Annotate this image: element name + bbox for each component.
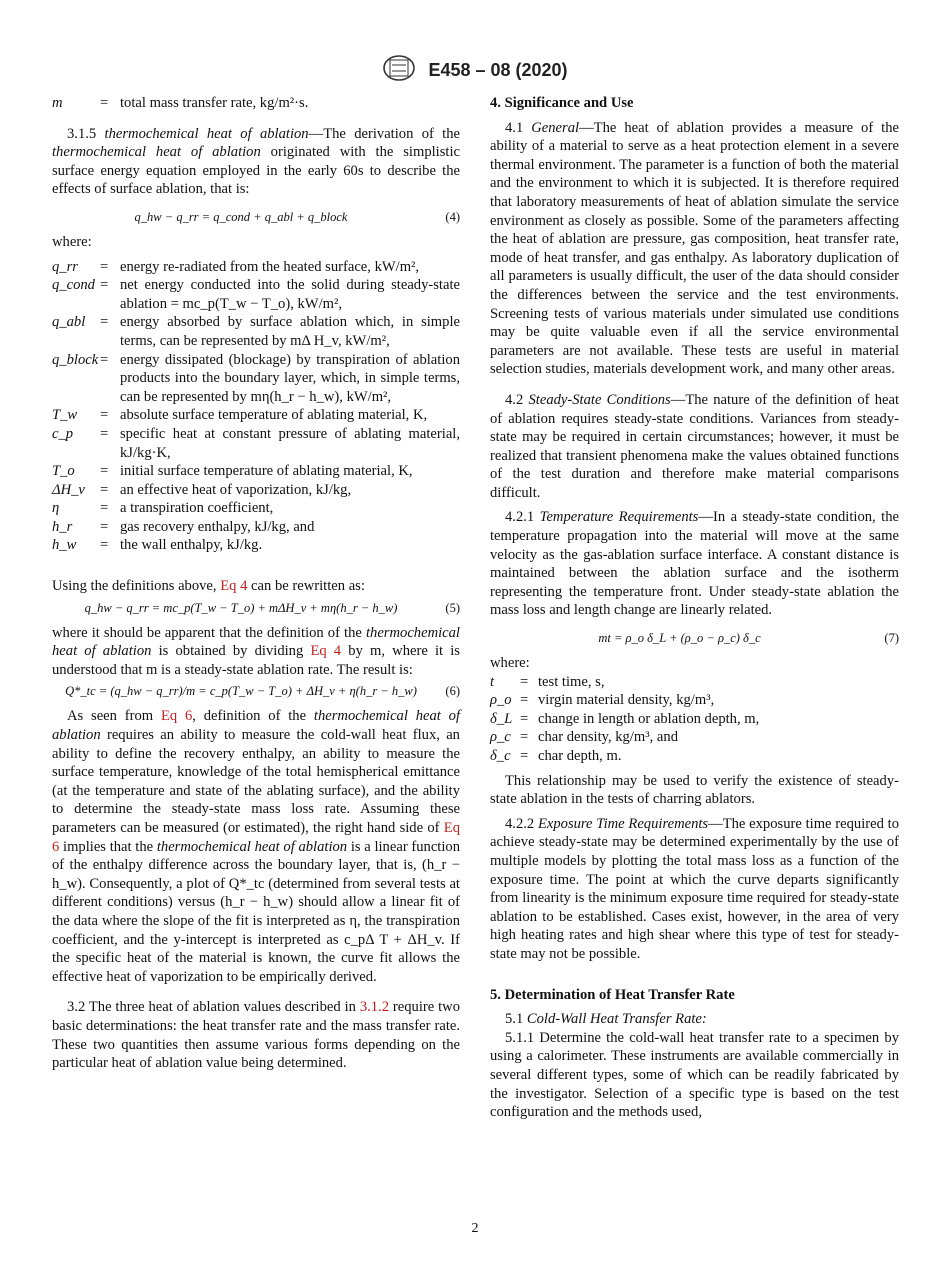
para-5-1 (490, 1010, 899, 1029)
text: is a linear function of the enthalpy difference across the boundary layer, that is, (h_r − h_w). Consequently, a plot of Q*_tc (determined from several tests at different conditions) versus (h_r − h_w) should allow a linear fit of the data where the slope of the fit is interpreted as η, the transpiration coefficient, and the y-intercept is interpreted as c_pΔ T + ΔH_v. If the specific heat of the material is known, the curve fit allows the effective heat of vaporization to be empirically derived. (52, 838, 461, 985)
term-thermochemical: thermochemical heat of ablation (104, 125, 309, 142)
equation-expression: mt = ρ_o δ_L + (ρ_o − ρ_c) δ_c (598, 631, 761, 646)
definition-equals: = (520, 748, 529, 764)
section-3-1-2-link[interactable]: 3.1.2 (359, 999, 389, 1016)
definition-text: net energy conducted into the solid during steady-state ablation = mc_p(T_w − T_o), kW/m², (120, 277, 460, 312)
equation-expression: Q*_tc = (q_hw − q_rr)/m = c_p(T_w − T_o) + ΔH_v + η(h_r − h_w) (65, 684, 417, 699)
definition-text: char density, kg/m³, and (538, 729, 679, 746)
para-number: 4.2.1 (505, 509, 535, 526)
para-title: Exposure Time Requirements (537, 815, 709, 832)
definition-text: virgin material density, kg/m³, (538, 692, 715, 709)
para-4-1 (490, 119, 899, 379)
definition-text: energy re-radiated from the heated surface, kW/m², (120, 258, 420, 275)
definition-equals: = (100, 258, 109, 275)
para-number: 4.2 (505, 391, 524, 408)
equation-expression: q_hw − q_rr = q_cond + q_abl + q_block (134, 209, 348, 224)
definition-text: change in length or ablation depth, m, (538, 710, 760, 727)
eq6-link[interactable]: Eq 6 (160, 708, 193, 725)
para-3-2 (52, 998, 460, 1072)
text: by m, where it is understood that m is a steady-state ablation rate. The result is: (52, 643, 460, 678)
astm-logo-icon (382, 54, 416, 87)
text: requires an ability to measure the cold-wall heat flux, an ability to define the recovery enthalpy, an ability to measure the surface temperature, knowledge of the total hemispherical emittance (at the temperature and state of the ablating surface), and the ability to determine the steady-state mass loss rate. Assuming these parameters can be measured (or estimated), the right hand side of (52, 727, 460, 836)
as-seen-para (52, 707, 460, 986)
term-thermochemical: thermochemical heat of ablation (52, 624, 460, 660)
text: require two basic determinations: the heat transfer rate and the mass transfer rate. These two quantities then assume various forms depending on the particular heat of ablation value being determined. (52, 999, 460, 1072)
definition-symbol: t (490, 673, 495, 690)
definition-symbol: ρ_c (490, 729, 511, 746)
equation-5 (52, 596, 460, 618)
right-column (490, 94, 899, 1122)
symbol-definitions (52, 258, 460, 556)
equation-number: (4) (445, 209, 460, 224)
para-3-1-5 (52, 125, 460, 199)
m-equals: = (100, 95, 109, 111)
text: 3.2 The three heat of ablation values described in (67, 999, 356, 1016)
definition-symbol: q_rr (52, 258, 78, 275)
definition-symbol: δ_c (490, 748, 511, 764)
definition-equals: = (520, 692, 529, 709)
equation-number: (7) (884, 631, 899, 646)
para-text: originated with the simplistic surface energy equation employed in the early 60s to describe the effects of surface ablation, that is: (52, 144, 460, 198)
text: —In a steady-state condition, the temperature propagation into the material will move at the same velocity as the gas-ablation surface interface. A constant distance is maintained between the ablation surface and the isotherm representing the temperature front. Under steady-state ablation the mass loss and length change are linearly related. (490, 509, 899, 619)
definition-symbol: ΔH_v (52, 481, 85, 498)
para-4-2 (490, 391, 899, 503)
para-number: 4.2.2 (505, 815, 535, 832)
section-4-heading: 4. Significance and Use (490, 95, 634, 111)
definition-equals: = (100, 463, 109, 480)
eq4-link[interactable]: Eq 4 (220, 578, 248, 595)
definition-equals: = (100, 314, 109, 331)
definition-symbol: T_o (52, 463, 75, 480)
term-thermochemical: thermochemical heat of ablation (156, 838, 348, 855)
para-4-2-1 (490, 508, 899, 620)
m-definition (52, 94, 460, 113)
definition-symbol: q_block (52, 351, 99, 368)
definition-equals: = (100, 500, 109, 517)
symbol-definitions-right (490, 673, 899, 766)
text: can be rewritten as: (251, 578, 365, 595)
definition-equals: = (100, 518, 109, 535)
equation-4 (52, 205, 460, 227)
definition-text: energy absorbed by surface ablation which, in simple terms, can be represented by mΔ H_v, kW/m², (120, 314, 460, 349)
definition-equals: = (100, 351, 109, 368)
para-number: 4.1 (505, 119, 524, 136)
definition-symbol: η (52, 500, 60, 517)
para-title: Temperature Requirements (539, 509, 699, 526)
page-header (0, 54, 950, 87)
equation-7 (490, 626, 899, 648)
where-apparent-para (52, 624, 460, 680)
definition-symbol: δ_L (490, 710, 513, 727)
relationship-para: This relationship may be used to verify the existence of steady-state ablation in the tests of charring ablators. (490, 772, 899, 808)
equation-number: (5) (445, 600, 460, 615)
term-thermochemical: thermochemical heat of ablation (52, 708, 460, 744)
m-symbol: m (52, 95, 63, 111)
text: —The nature of the definition of heat of ablation requires steady-state conditions. Variances from steady-state may be required in certain circumstances; however, it must be realized that transient phenomena make the values obtained functions of the test duration and therefore make material comparisons difficult. (490, 391, 900, 501)
section-5-heading: 5. Determination of Heat Transfer Rate (490, 986, 735, 1003)
definition-equals: = (100, 425, 109, 442)
definition-symbol: q_abl (52, 314, 86, 331)
text: —The heat of ablation provides a measure of the ability of a material to serve as a heat protection element in a severe thermal environment. The parameter is a function of both the material and the environment to which it is subjected. It is therefore required that laboratory measurements of heat of ablation simulate the service environment as closely as possible. Some of the parameters affecting the heat of ablation are pressure, gas composition, heat transfer rate, mode of heat transfer, and gas enthalpy. As laboratory duplication of all parameters is usually difficult, the user of the data should consider the differences between the service and the test environments. Screening tests of various materials under simulated use conditions may be quite valuable even if all the service environmental parameters are not available. These tests are useful in material selection studies, materials development work, and many other areas. (490, 119, 899, 378)
text: is obtained by dividing (158, 643, 304, 660)
definition-symbol: c_p (52, 425, 74, 442)
text: implies that the (63, 838, 154, 855)
eq6-link-2[interactable]: Eq 6 (52, 820, 461, 855)
para-text: —The derivation of the (308, 125, 460, 142)
definition-text: an effective heat of vaporization, kJ/kg, (120, 481, 352, 498)
definition-equals: = (520, 673, 529, 690)
text: As seen from (67, 708, 154, 725)
definition-text: absolute surface temperature of ablating material, K, (120, 407, 428, 424)
definition-equals: = (100, 407, 109, 424)
m-definition-text: total mass transfer rate, kg/m²·s. (120, 95, 309, 111)
definition-equals: = (100, 537, 109, 554)
definition-text: initial surface temperature of ablating material, K, (120, 463, 413, 480)
equation-expression: q_hw − q_rr = mc_p(T_w − T_o) + mΔH_v + mη(h_r − h_w) (84, 600, 398, 615)
para-title: Steady-State Conditions (528, 391, 671, 408)
definition-text: test time, s, (538, 673, 605, 690)
equation-6 (52, 679, 460, 701)
standard-designation: E458 – 08 (2020) (428, 60, 568, 80)
definition-symbol: T_w (52, 407, 78, 424)
text: Using the definitions above, (52, 578, 217, 595)
definition-equals: = (100, 481, 109, 498)
definition-symbol: h_r (52, 518, 73, 535)
para-4-2-2 (490, 815, 899, 964)
para-number: 5.1 (505, 1011, 524, 1028)
text: , definition of the (192, 708, 307, 725)
definition-text: the wall enthalpy, kJ/kg. (120, 537, 263, 554)
definition-text: a transpiration coefficient, (120, 500, 274, 517)
where-label: where: (52, 233, 92, 250)
left-column (52, 94, 460, 1073)
para-title: Cold-Wall Heat Transfer Rate: (526, 1011, 707, 1028)
para-title: General (531, 119, 580, 136)
definition-equals: = (520, 710, 529, 727)
para-number: 3.1.5 (67, 125, 97, 142)
definition-symbol: h_w (52, 537, 77, 554)
definition-text: energy dissipated (blockage) by transpiration of ablation products into the boundary layer, which, in simple terms, can be represented by mη(h_r − h_w), kW/m², (120, 351, 460, 405)
para-5-1-1: 5.1.1 Determine the cold-wall heat transfer rate to a specimen by using a calorimeter. These instruments are available commercially in several different types, some of which can be readily fabricated by the investigator. Selection of a specific type is based on the test configuration and the methods used, (490, 1029, 899, 1121)
definition-symbol: ρ_o (490, 692, 512, 709)
page-number: 2 (471, 1221, 479, 1236)
using-definitions-text (52, 577, 460, 596)
text: where it should be apparent that the definition of the (52, 624, 362, 641)
definition-equals: = (100, 277, 109, 294)
where-label: where: (490, 655, 530, 672)
definition-equals: = (520, 729, 529, 746)
definition-symbol: q_cond (52, 277, 95, 294)
definition-text: char depth, m. (538, 748, 622, 764)
equation-number: (6) (445, 684, 460, 699)
text: —The exposure time required to achieve steady-state may be determined experimentally by the use of multiple models by plotting the total mass loss as a function of the exposure time. The point at which the curve departs significantly from linearity is the minimum exposure time required for steady-state ablation to be established. Cases exist, however, in the area of very high heating rates and high shear where this type of test for steady-state may not be possible. (490, 815, 900, 962)
eq4-link[interactable]: Eq 4 (310, 643, 342, 660)
term-thermochemical-2: thermochemical heat of ablation (52, 144, 261, 161)
definition-text: specific heat at constant pressure of ablating material, kJ/kg·K, (120, 425, 460, 461)
definition-text: gas recovery enthalpy, kJ/kg, and (120, 518, 315, 535)
